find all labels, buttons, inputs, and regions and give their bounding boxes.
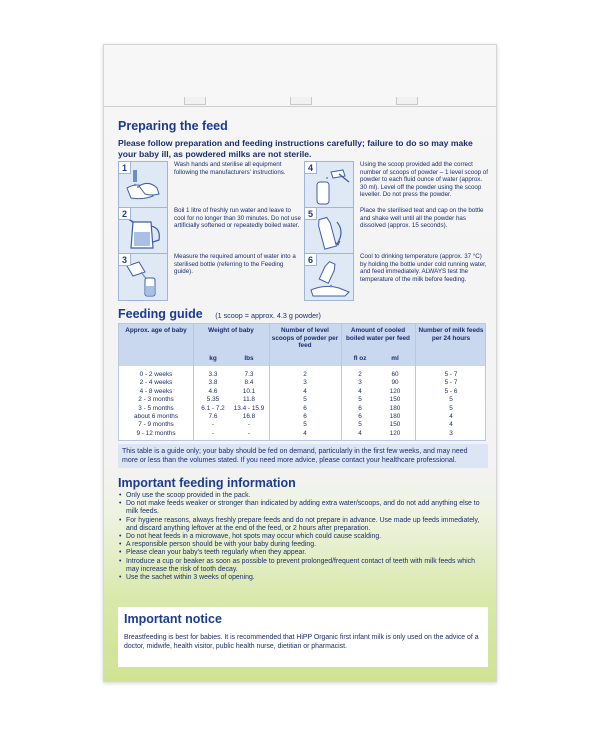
formula-box-back-panel [103,44,497,682]
table-cell-scoops: 4 [303,429,307,437]
flap-notch [290,97,312,105]
important-feeding-title: Important feeding information [118,476,296,490]
feeding-guide-heading [118,305,321,323]
table-cell-ml: 150 [389,396,401,404]
table-cell-feeds: 5 [449,396,453,404]
table-cell-age: 4 - 8 weeks [139,387,173,395]
table-cell-kg: 7.6 [208,413,218,420]
table-cell-floz: 4 [358,387,362,395]
list-item: • Do not heat feeds in a microwave, hot spots may occur which could cause scalding. [118,533,488,541]
subheader-kg: kg [209,355,217,362]
important-feeding-list [118,492,488,582]
table-cell-scoops: 3 [303,379,307,387]
table-cell-age: 2 - 4 weeks [139,379,173,387]
table-cell-feeds: 5 [449,404,453,412]
header-feeds: Number of milk feeds per 24 hours [418,327,484,342]
table-cell-ml: 90 [391,379,399,387]
table-cell-lbs: 7.3 [244,371,254,378]
table-cell-floz: 6 [358,404,362,412]
list-item: • Only use the scoop provided in the pack. [118,492,488,500]
table-cell-lbs: 8.4 [244,379,254,387]
step-5-text: Place the sterilised teat and cap on the bottle and shake well until all the powder has dissolved (approx. 15 seconds). [360,207,484,230]
table-cell-feeds: 5 - 6 [444,387,458,395]
table-cell-floz: 2 [358,371,362,378]
table-cell-kg: 3.3 [208,371,218,378]
step-3-text: Measure the required amount of water into a sterilised bottle (referring to the Feeding guide). [174,253,296,276]
table-cell-floz: 6 [358,413,362,420]
table-cell-lbs: - [247,421,251,429]
step-2-text: Boil 1 litre of freshly run water and leave to cool for no longer than 30 minutes. Do not use artificially softened or repeatedly boiled water. [174,207,301,230]
box-top-flap [104,45,496,107]
step-1-text: Wash hands and sterilise all equipment following the manufacturers' instructions. [174,161,286,176]
step-2-illustration [118,207,168,255]
header-weight: Weight of baby [208,327,254,334]
table-cell-lbs: 16.8 [242,413,256,420]
step-5 [304,207,490,259]
column-divider [341,324,342,440]
table-cell-feeds: 4 [449,421,453,429]
table-cell-floz: 3 [358,379,362,387]
list-item: • For hygiene reasons, always freshly prepare feeds and do not prepare in advance. Use made up feeds immediately, and discard anything leftover at the end of the feed, or 2 hours after preparation. [118,517,488,533]
subheader-lbs: lbs [244,355,254,362]
step-number: 4 [305,162,317,174]
preparing-lead-text: Please follow preparation and feeding instructions carefully; failure to do so may make your baby ill, as powdered milks are not sterile. [118,138,473,159]
scoop-note: (1 scoop = approx. 4.3 g powder) [215,311,321,320]
step-6-illustration [304,253,354,301]
table-cell-kg: 5.35 [206,396,220,404]
list-item: • Use the sachet within 3 weeks of opening. [118,574,488,582]
flap-notch [396,97,418,105]
feeding-guide-table [118,323,486,441]
important-notice-title: Important notice [124,612,222,626]
table-cell-kg: 6.1 - 7.2 [201,404,225,412]
table-cell-floz: 4 [358,429,362,437]
step-1 [118,161,304,213]
table-cell-age: about 6 months [133,413,179,420]
list-item: • Do not make feeds weaker or stronger than indicated by adding extra water/scoops, and do not add anything else to milk feeds. [118,500,488,516]
table-cell-lbs: - [247,429,251,437]
step-4 [304,161,490,213]
feeding-guide-disclaimer: This table is a guide only; your baby should be fed on demand, particularly in the first few weeks, and may need more or less than the volumes stated. If you need more advice, please contact your healthcare professional. [118,444,488,468]
table-cell-feeds: 5 - 7 [444,371,458,378]
table-cell-lbs: 13.4 - 15.9 [233,404,265,412]
table-cell-ml: 180 [389,413,401,420]
step-1-illustration [118,161,168,209]
step-number: 5 [305,208,317,220]
table-cell-age: 3 - 5 months [138,404,174,412]
table-cell-floz: 5 [358,396,362,404]
table-cell-scoops: 6 [303,413,307,420]
table-cell-age: 2 - 3 months [138,396,174,404]
important-notice-text: Breastfeeding is best for babies. It is recommended that HiPP Organic first infant milk is only used on the advice of a doctor, midwife, health visitor, public health nurse, dietitian or pharmacist. [124,634,479,650]
step-6 [304,253,490,305]
step-2 [118,207,304,259]
step-3 [118,253,304,305]
table-cell-feeds: 4 [449,413,453,420]
step-5-illustration [304,207,354,255]
list-item: • A responsible person should be with your baby during feeding. [118,541,488,549]
list-item: • Introduce a cup or beaker as soon as possible to prevent prolonged/frequent contact of teeth with milk feeds which may increase the risk of tooth decay. [118,558,488,574]
table-cell-ml: 120 [389,387,401,395]
table-cell-scoops: 6 [303,404,307,412]
flap-notch [184,97,206,105]
table-cell-feeds: 5 - 7 [444,379,458,387]
table-cell-kg: 4.6 [208,387,218,395]
step-4-text: Using the scoop provided add the correct number of scoops of powder – 1 level scoop of powder to each fluid ounce of water (approx. 30 ml). Level off the powder using the scoop leveller. Do not press the powder. [360,161,488,199]
table-cell-feeds: 3 [449,429,453,437]
table-cell-scoops: 2 [303,371,307,378]
step-6-text: Cool to drinking temperature (approx. 37 °C) by holding the bottle under cold running water, and feed immediately. ALWAYS test the temperature of the milk before feeding. [360,253,487,283]
step-number: 2 [119,208,131,220]
step-4-illustration [304,161,354,209]
table-cell-ml: 120 [389,429,401,437]
step-3-illustration [118,253,168,301]
table-cell-ml: 150 [389,421,401,429]
step-number: 1 [119,162,131,174]
list-item: • Please clean your baby's teeth regularly when they appear. [118,549,488,557]
table-cell-age: 9 - 12 months [136,429,176,437]
header-scoops: Number of level scoops of powder per feed [271,327,339,350]
step-number: 3 [119,254,131,266]
table-cell-scoops: 4 [303,387,307,395]
column-divider [415,324,416,440]
table-cell-lbs: 10.1 [242,387,256,395]
table-cell-age: 0 - 2 weeks [139,371,173,378]
table-cell-kg: - [211,421,215,429]
table-cell-floz: 5 [358,421,362,429]
column-divider [269,324,270,440]
feeding-guide-title: Feeding guide [118,307,203,321]
table-cell-age: 7 - 9 months [138,421,174,429]
column-divider [193,324,194,440]
preparing-title: Preparing the feed [118,119,228,133]
table-cell-scoops: 5 [303,421,307,429]
header-age: Approx. age of baby [125,327,187,334]
table-cell-scoops: 5 [303,396,307,404]
step-number: 6 [305,254,317,266]
table-cell-ml: 60 [391,371,399,378]
table-cell-lbs: 11.8 [243,396,255,404]
header-water: Amount of cooled boiled water per feed [346,327,410,342]
table-cell-kg: 3.8 [208,379,218,387]
table-cell-kg: - [211,429,215,437]
subheader-floz: fl oz [353,355,367,362]
important-notice-panel [118,607,488,667]
subheader-ml: ml [391,355,399,362]
table-cell-ml: 180 [389,404,401,412]
